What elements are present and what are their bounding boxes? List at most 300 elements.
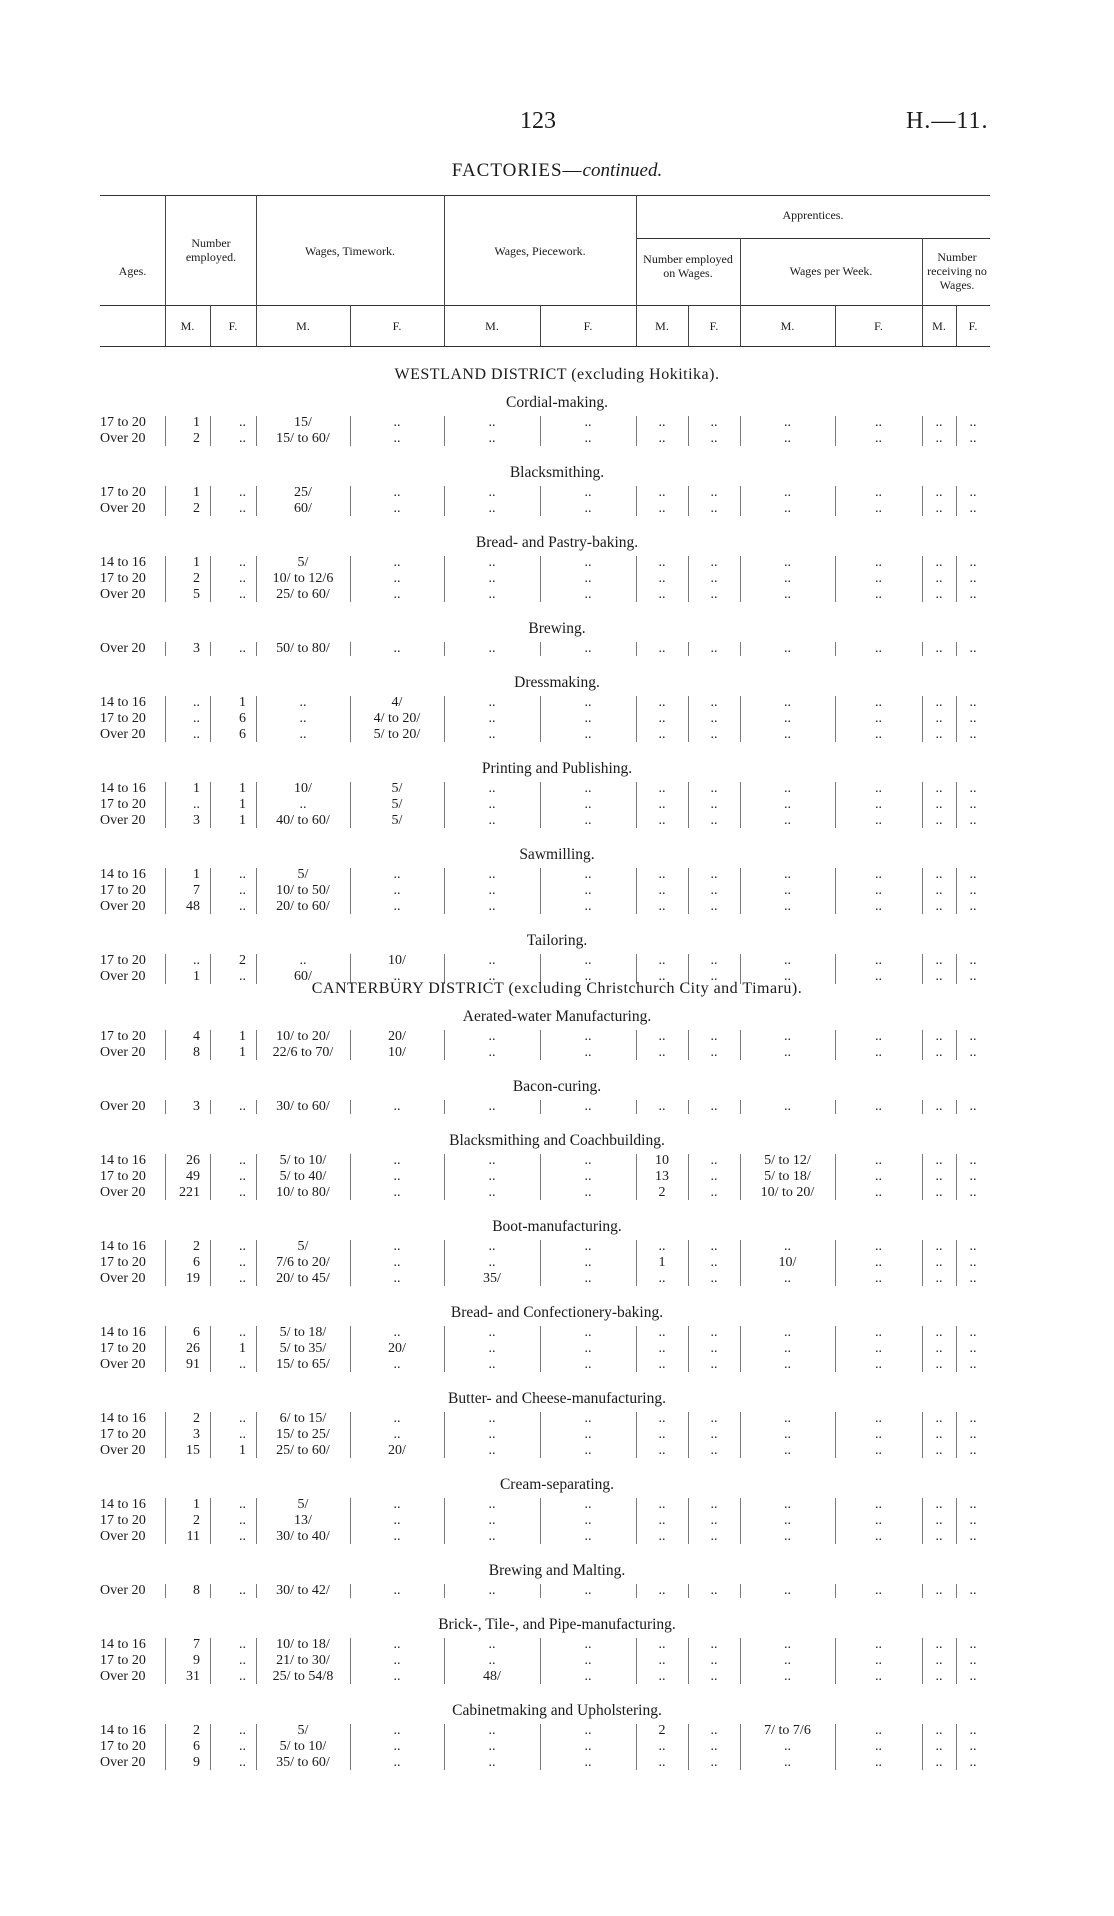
column-divider xyxy=(210,1638,211,1684)
column-divider xyxy=(540,1100,541,1114)
cell-tm: 5/ xyxy=(297,1723,309,1738)
column-divider xyxy=(210,782,211,828)
cell-tm: 6/ to 15/ xyxy=(279,1411,327,1426)
cell-pm: .. xyxy=(488,555,496,570)
cell-tf: .. xyxy=(393,899,401,914)
cell-wm: .. xyxy=(784,781,791,796)
cell-f: .. xyxy=(239,555,246,570)
cell-m: 48 xyxy=(186,899,200,914)
cell-nf: .. xyxy=(969,571,977,586)
cell-nm: .. xyxy=(935,501,943,516)
cell-nf: .. xyxy=(969,695,977,710)
cell-m: 1 xyxy=(193,867,200,882)
cell-wf: .. xyxy=(875,431,882,446)
cell-tm: 5/ xyxy=(297,1497,309,1512)
cell-tf: .. xyxy=(393,1755,401,1770)
cell-af: .. xyxy=(710,711,718,726)
column-divider xyxy=(922,1584,923,1598)
cell-m: 6 xyxy=(193,1255,200,1270)
cell-tf: 5/ xyxy=(391,781,403,796)
cell-f: 1 xyxy=(239,813,246,828)
column-divider xyxy=(835,1412,836,1458)
cell-tm: .. xyxy=(299,797,307,812)
age-cell: Over 20 xyxy=(100,813,146,828)
cell-m: 8 xyxy=(193,1045,200,1060)
cell-wf: .. xyxy=(875,813,882,828)
column-divider xyxy=(956,416,957,446)
cell-tm: 60/ xyxy=(294,969,312,984)
column-divider xyxy=(256,486,257,516)
column-divider xyxy=(165,1724,166,1770)
cell-nf: .. xyxy=(969,1271,977,1286)
column-divider xyxy=(835,696,836,742)
column-divider xyxy=(165,1030,166,1060)
cell-nm: .. xyxy=(935,695,943,710)
column-divider xyxy=(835,1154,836,1200)
cell-wm: .. xyxy=(784,1529,791,1544)
cell-wf: .. xyxy=(875,641,882,656)
cell-pm: .. xyxy=(488,727,496,742)
column-divider xyxy=(740,868,741,914)
column-divider xyxy=(350,868,351,914)
cell-wm: .. xyxy=(784,1497,791,1512)
age-cell: Over 20 xyxy=(100,899,146,914)
cell-tm: 10/ to 80/ xyxy=(276,1185,330,1200)
age-cell: 17 to 20 xyxy=(100,1255,146,1270)
column-divider xyxy=(688,696,689,742)
cell-nf: .. xyxy=(969,485,977,500)
column-divider xyxy=(165,1498,166,1544)
cell-pf: .. xyxy=(584,1255,592,1270)
column-divider xyxy=(210,416,211,446)
cell-f: .. xyxy=(239,1529,246,1544)
apprentices-rule xyxy=(636,238,990,239)
column-divider xyxy=(350,1154,351,1200)
header-no-wages: Number receiving no Wages. xyxy=(927,250,987,292)
cell-tf: .. xyxy=(393,1669,401,1684)
cell-tm: 5/ to 35/ xyxy=(279,1341,327,1356)
cell-pm: .. xyxy=(488,1739,496,1754)
column-divider xyxy=(956,696,957,742)
cell-tf: .. xyxy=(393,1169,401,1184)
cell-tf: .. xyxy=(393,883,401,898)
cell-nm: .. xyxy=(935,1153,943,1168)
cell-am: .. xyxy=(658,711,666,726)
cell-f: .. xyxy=(239,1357,246,1372)
cell-tf: .. xyxy=(393,1497,401,1512)
age-cell: 17 to 20 xyxy=(100,1029,146,1044)
age-cell: Over 20 xyxy=(100,727,146,742)
header-wages-timework: Wages, Timework. xyxy=(304,244,396,258)
cell-tf: 4/ to 20/ xyxy=(373,711,421,726)
column-divider xyxy=(256,1638,257,1684)
age-cell: Over 20 xyxy=(100,1099,146,1114)
cell-m: 1 xyxy=(193,555,200,570)
cell-pf: .. xyxy=(584,431,592,446)
column-divider xyxy=(956,1030,957,1060)
column-divider xyxy=(444,1030,445,1060)
cell-nf: .. xyxy=(969,1153,977,1168)
industry-heading: Bread- and Pastry-baking. xyxy=(475,534,639,551)
cell-wm: .. xyxy=(784,813,791,828)
column-divider xyxy=(956,1724,957,1770)
column-divider xyxy=(444,416,445,446)
cell-pm: .. xyxy=(488,587,496,602)
cell-wm: .. xyxy=(784,1755,791,1770)
column-divider xyxy=(165,1154,166,1200)
cell-nf: .. xyxy=(969,797,977,812)
district-heading: WESTLAND DISTRICT (excluding Hokitika). xyxy=(394,366,720,383)
cell-nm: .. xyxy=(935,1411,943,1426)
cell-f: .. xyxy=(239,1583,246,1598)
cell-am: .. xyxy=(658,1513,666,1528)
cell-nf: .. xyxy=(969,781,977,796)
cell-tm: .. xyxy=(299,953,307,968)
cell-m: 1 xyxy=(193,415,200,430)
cell-tf: .. xyxy=(393,555,401,570)
cell-nm: .. xyxy=(935,953,943,968)
cell-pf: .. xyxy=(584,1513,592,1528)
cell-wf: .. xyxy=(875,727,882,742)
column-divider xyxy=(956,782,957,828)
cell-nm: .. xyxy=(935,711,943,726)
cell-tf: 5/ xyxy=(391,813,403,828)
age-cell: Over 20 xyxy=(100,1669,146,1684)
column-divider xyxy=(350,1412,351,1458)
cell-nf: .. xyxy=(969,727,977,742)
column-divider xyxy=(256,1240,257,1286)
age-cell: 14 to 16 xyxy=(100,1497,146,1512)
cell-wm: .. xyxy=(784,571,791,586)
column-divider xyxy=(165,782,166,828)
cell-tf: 20/ xyxy=(388,1443,406,1458)
cell-am: 2 xyxy=(658,1185,666,1200)
cell-wf: .. xyxy=(875,1357,882,1372)
page-title-continued: continued. xyxy=(582,160,663,181)
column-divider xyxy=(740,1724,741,1770)
age-cell: 17 to 20 xyxy=(100,1739,146,1754)
cell-am: .. xyxy=(658,899,666,914)
cell-f: 1 xyxy=(239,1341,246,1356)
cell-wf: .. xyxy=(875,571,882,586)
column-divider xyxy=(740,1412,741,1458)
cell-tf: .. xyxy=(393,1239,401,1254)
cell-f: .. xyxy=(239,587,246,602)
cell-tf: .. xyxy=(393,1411,401,1426)
cell-pm: .. xyxy=(488,1583,496,1598)
cell-wf: .. xyxy=(875,1637,882,1652)
column-divider xyxy=(256,416,257,446)
cell-f: .. xyxy=(239,1739,246,1754)
age-cell: 17 to 20 xyxy=(100,1341,146,1356)
column-divider xyxy=(956,1240,957,1286)
age-cell: 14 to 16 xyxy=(100,1723,146,1738)
cell-pm: 48/ xyxy=(483,1669,501,1684)
column-divider xyxy=(835,556,836,602)
cell-m: 221 xyxy=(179,1185,200,1200)
cell-pf: .. xyxy=(584,1341,592,1356)
cell-tm: 50/ to 80/ xyxy=(276,641,330,656)
cell-nf: .. xyxy=(969,899,977,914)
cell-tm: 5/ to 10/ xyxy=(279,1153,327,1168)
cell-nf: .. xyxy=(969,1669,977,1684)
cell-nm: .. xyxy=(935,1357,943,1372)
column-divider xyxy=(922,1154,923,1200)
cell-wm: .. xyxy=(784,727,791,742)
column-divider xyxy=(165,868,166,914)
age-cell: Over 20 xyxy=(100,1185,146,1200)
column-divider xyxy=(165,696,166,742)
cell-f: .. xyxy=(239,1153,246,1168)
cell-am: .. xyxy=(658,1271,666,1286)
cell-af: .. xyxy=(710,1341,718,1356)
cell-nf: .. xyxy=(969,1755,977,1770)
cell-m: 9 xyxy=(193,1653,200,1668)
cell-tm: 5/ to 40/ xyxy=(279,1169,327,1184)
cell-pm: .. xyxy=(488,969,496,984)
cell-am: .. xyxy=(658,587,666,602)
cell-wm: .. xyxy=(784,867,791,882)
column-divider xyxy=(740,1498,741,1544)
cell-f: .. xyxy=(239,867,246,882)
column-divider xyxy=(835,1100,836,1114)
column-divider xyxy=(922,416,923,446)
cell-wm: 10/ to 20/ xyxy=(760,1185,815,1200)
cell-pm: .. xyxy=(488,1723,496,1738)
age-cell: 17 to 20 xyxy=(100,571,146,586)
cell-af: .. xyxy=(710,1739,718,1754)
column-divider xyxy=(256,1584,257,1598)
cell-tm: 5/ to 10/ xyxy=(279,1739,327,1754)
cell-f: 2 xyxy=(239,953,246,968)
cell-tm: .. xyxy=(299,711,307,726)
cell-af: .. xyxy=(710,1443,718,1458)
header-f: F. xyxy=(583,319,593,333)
column-divider xyxy=(835,642,836,656)
industry-heading: Cordial-making. xyxy=(505,394,609,411)
column-divider xyxy=(835,1326,836,1372)
column-divider xyxy=(740,782,741,828)
column-divider xyxy=(210,1584,211,1598)
cell-af: .. xyxy=(710,781,718,796)
cell-nm: .. xyxy=(935,1029,943,1044)
cell-nf: .. xyxy=(969,1045,977,1060)
cell-pf: .. xyxy=(584,1099,592,1114)
cell-m: 3 xyxy=(193,1427,200,1442)
cell-wm: .. xyxy=(784,555,791,570)
cell-af: .. xyxy=(710,727,718,742)
cell-m: 2 xyxy=(193,1239,200,1254)
column-divider xyxy=(256,696,257,742)
column-divider xyxy=(165,1240,166,1286)
cell-am: .. xyxy=(658,501,666,516)
cell-tf: .. xyxy=(393,1255,401,1270)
cell-wf: .. xyxy=(875,1239,882,1254)
column-divider xyxy=(688,556,689,602)
column-divider xyxy=(540,556,541,602)
cell-pm: .. xyxy=(488,1153,496,1168)
cell-nm: .. xyxy=(935,1185,943,1200)
cell-af: .. xyxy=(710,1513,718,1528)
column-divider xyxy=(956,1154,957,1200)
column-divider xyxy=(835,1638,836,1684)
column-divider xyxy=(165,642,166,656)
cell-wm: .. xyxy=(784,587,791,602)
column-divider xyxy=(165,1100,166,1114)
column-divider xyxy=(540,1584,541,1598)
cell-pm: .. xyxy=(488,867,496,882)
cell-pm: .. xyxy=(488,1411,496,1426)
cell-f: .. xyxy=(239,1099,246,1114)
cell-m: 3 xyxy=(193,813,200,828)
cell-nm: .. xyxy=(935,641,943,656)
cell-af: .. xyxy=(710,431,718,446)
header-top-rule xyxy=(100,195,990,196)
cell-nf: .. xyxy=(969,883,977,898)
cell-tm: 15/ to 25/ xyxy=(276,1427,330,1442)
cell-wf: .. xyxy=(875,501,882,516)
column-divider xyxy=(165,1638,166,1684)
cell-wf: .. xyxy=(875,1583,882,1598)
header-m: M. xyxy=(485,319,499,333)
age-cell: Over 20 xyxy=(100,431,146,446)
cell-f: 1 xyxy=(239,781,246,796)
column-divider xyxy=(444,1638,445,1684)
cell-f: .. xyxy=(239,1669,246,1684)
industry-heading: Blacksmithing. xyxy=(509,464,605,481)
cell-nm: .. xyxy=(935,883,943,898)
cell-wf: .. xyxy=(875,485,882,500)
cell-pm: .. xyxy=(488,1099,496,1114)
cell-f: .. xyxy=(239,969,246,984)
cell-pf: .. xyxy=(584,953,592,968)
cell-nf: .. xyxy=(969,555,977,570)
column-divider xyxy=(636,556,637,602)
cell-wf: .. xyxy=(875,1045,882,1060)
cell-nm: .. xyxy=(935,781,943,796)
cell-am: .. xyxy=(658,555,666,570)
cell-f: 6 xyxy=(239,711,246,726)
column-divider xyxy=(540,1724,541,1770)
cell-pf: .. xyxy=(584,1529,592,1544)
cell-pm: .. xyxy=(488,485,496,500)
cell-m: 7 xyxy=(193,883,200,898)
column-divider xyxy=(636,1100,637,1114)
cell-tm: 21/ to 30/ xyxy=(276,1653,330,1668)
cell-pf: .. xyxy=(584,1029,592,1044)
cell-af: .. xyxy=(710,1271,718,1286)
cell-tf: .. xyxy=(393,1325,401,1340)
column-divider xyxy=(688,1100,689,1114)
age-cell: 17 to 20 xyxy=(100,797,146,812)
column-divider xyxy=(688,1240,689,1286)
cell-wf: .. xyxy=(875,953,882,968)
column-divider xyxy=(688,1638,689,1684)
cell-tf: .. xyxy=(393,1583,401,1598)
cell-pm: .. xyxy=(488,1325,496,1340)
age-cell: 17 to 20 xyxy=(100,711,146,726)
column-divider xyxy=(922,1240,923,1286)
cell-pf: .. xyxy=(584,1045,592,1060)
industry-heading: Printing and Publishing. xyxy=(481,760,633,777)
cell-m: 1 xyxy=(193,485,200,500)
column-divider xyxy=(688,1030,689,1060)
column-divider xyxy=(956,1326,957,1372)
cell-tm: 30/ to 42/ xyxy=(276,1583,330,1598)
cell-f: .. xyxy=(239,485,246,500)
cell-nm: .. xyxy=(935,1169,943,1184)
page-number: 123 xyxy=(520,108,556,134)
cell-nf: .. xyxy=(969,1513,977,1528)
cell-af: .. xyxy=(710,695,718,710)
cell-f: .. xyxy=(239,1325,246,1340)
cell-wf: .. xyxy=(875,711,882,726)
cell-af: .. xyxy=(710,1637,718,1652)
age-cell: 17 to 20 xyxy=(100,1653,146,1668)
cell-wf: .. xyxy=(875,1529,882,1544)
header-f: F. xyxy=(392,319,402,333)
cell-nf: .. xyxy=(969,1723,977,1738)
cell-am: .. xyxy=(658,1357,666,1372)
cell-am: .. xyxy=(658,485,666,500)
cell-nm: .. xyxy=(935,1239,943,1254)
column-divider xyxy=(740,416,741,446)
column-divider xyxy=(740,1326,741,1372)
cell-f: .. xyxy=(239,1185,246,1200)
cell-tf: .. xyxy=(393,1357,401,1372)
cell-pm: .. xyxy=(488,1029,496,1044)
cell-pf: .. xyxy=(584,571,592,586)
cell-pm: .. xyxy=(488,953,496,968)
cell-am: 10 xyxy=(655,1153,669,1168)
column-divider xyxy=(922,1326,923,1372)
cell-f: .. xyxy=(239,1411,246,1426)
cell-af: .. xyxy=(710,641,718,656)
cell-am: .. xyxy=(658,1583,666,1598)
cell-nf: .. xyxy=(969,711,977,726)
column-divider xyxy=(636,782,637,828)
cell-wm: .. xyxy=(784,1411,791,1426)
age-cell: 17 to 20 xyxy=(100,1427,146,1442)
column-divider xyxy=(540,416,541,446)
cell-nm: .. xyxy=(935,571,943,586)
age-cell: 14 to 16 xyxy=(100,1153,146,1168)
cell-af: .. xyxy=(710,571,718,586)
cell-pm: .. xyxy=(488,813,496,828)
column-divider xyxy=(688,782,689,828)
cell-nf: .. xyxy=(969,1325,977,1340)
column-divider xyxy=(636,1154,637,1200)
cell-am: .. xyxy=(658,1411,666,1426)
cell-pm: .. xyxy=(488,501,496,516)
cell-pm: .. xyxy=(488,1513,496,1528)
cell-wm: .. xyxy=(784,883,791,898)
cell-am: .. xyxy=(658,1427,666,1442)
column-divider xyxy=(922,486,923,516)
column-divider xyxy=(922,782,923,828)
column-divider xyxy=(210,1240,211,1286)
cell-wm: .. xyxy=(784,1271,791,1286)
age-cell: 14 to 16 xyxy=(100,555,146,570)
column-divider xyxy=(922,1030,923,1060)
cell-tf: .. xyxy=(393,867,401,882)
cell-wm: .. xyxy=(784,1239,791,1254)
column-divider xyxy=(444,1412,445,1458)
cell-m: 2 xyxy=(193,431,200,446)
cell-pm: .. xyxy=(488,1529,496,1544)
cell-m: 15 xyxy=(186,1443,200,1458)
industry-heading: Sawmilling. xyxy=(519,846,595,863)
